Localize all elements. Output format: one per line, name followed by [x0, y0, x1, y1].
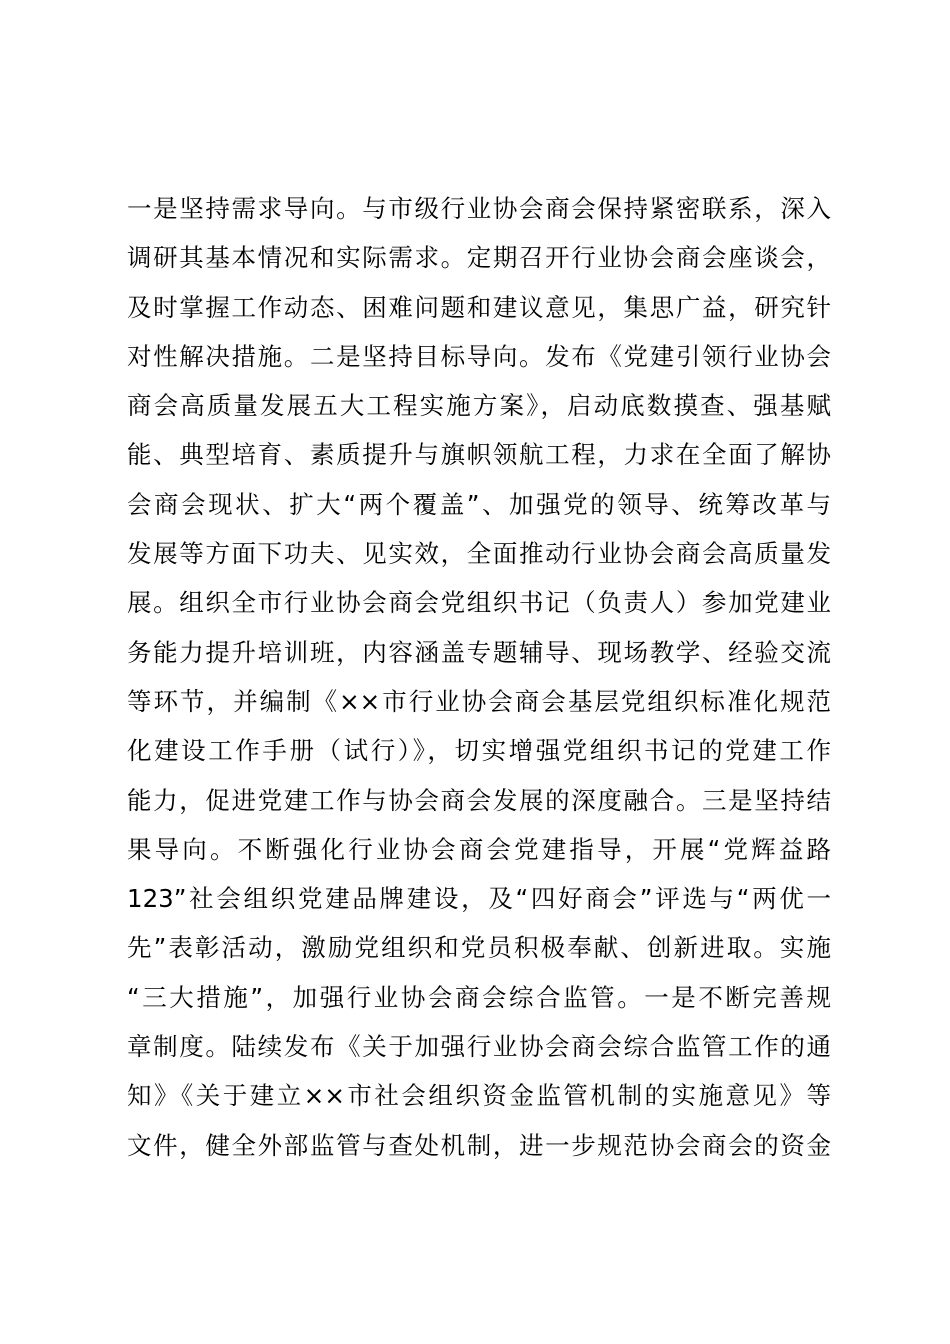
text-line: 果导向。不断强化行业协会商会党建指导，开展“党辉益路: [127, 834, 831, 864]
text-line: 一是坚持需求导向。与市级行业协会商会保持紧密联系，深入: [127, 194, 831, 223]
text-line: 展。组织全市行业协会商会党组织书记（负责人）参加党建业: [127, 588, 831, 618]
text-line: 及时掌握工作动态、困难问题和建议意见，集思广益，研究针: [127, 292, 831, 322]
body-paragraph: [127, 184, 831, 1170]
text-line: 会商会现状、扩大“两个覆盖”、加强党的领导、统筹改革与: [127, 489, 831, 519]
text-line: 对性解决措施。二是坚持目标导向。发布《党建引领行业协会: [127, 341, 831, 371]
text-line: 务能力提升培训班，内容涵盖专题辅导、现场教学、经验交流: [127, 637, 831, 667]
text-line: 先”表彰活动，激励党组织和党员积极奉献、创新进取。实施: [127, 933, 831, 963]
text-line: 发展等方面下功夫、见实效，全面推动行业协会商会高质量发: [127, 539, 831, 569]
text-line: 章制度。陆续发布《关于加强行业协会商会综合监管工作的通: [127, 1032, 831, 1062]
text-line: 等环节，并编制《××市行业协会商会基层党组织标准化规范: [127, 686, 831, 716]
text-line: 知》《关于建立××市社会组织资金监管机制的实施意见》等: [127, 1081, 831, 1111]
text-line: 123”社会组织党建品牌建设，及“四好商会”评选与“两优一: [127, 884, 831, 914]
text-line: 能力，促进党建工作与协会商会发展的深度融合。三是坚持结: [127, 785, 831, 815]
text-line: 调研其基本情况和实际需求。定期召开行业协会商会座谈会，: [127, 243, 831, 273]
text-line: 化建设工作手册（试行）》，切实增强党组织书记的党建工作: [127, 736, 831, 766]
text-line: 文件，健全外部监管与查处机制，进一步规范协会商会的资金: [127, 1130, 831, 1160]
text-line: 商会高质量发展五大工程实施方案》，启动底数摸查、强基赋: [127, 391, 831, 421]
text-line: “三大措施”，加强行业协会商会综合监管。一是不断完善规: [127, 982, 831, 1012]
text-line: 能、典型培育、素质提升与旗帜领航工程，力求在全面了解协: [127, 440, 831, 470]
